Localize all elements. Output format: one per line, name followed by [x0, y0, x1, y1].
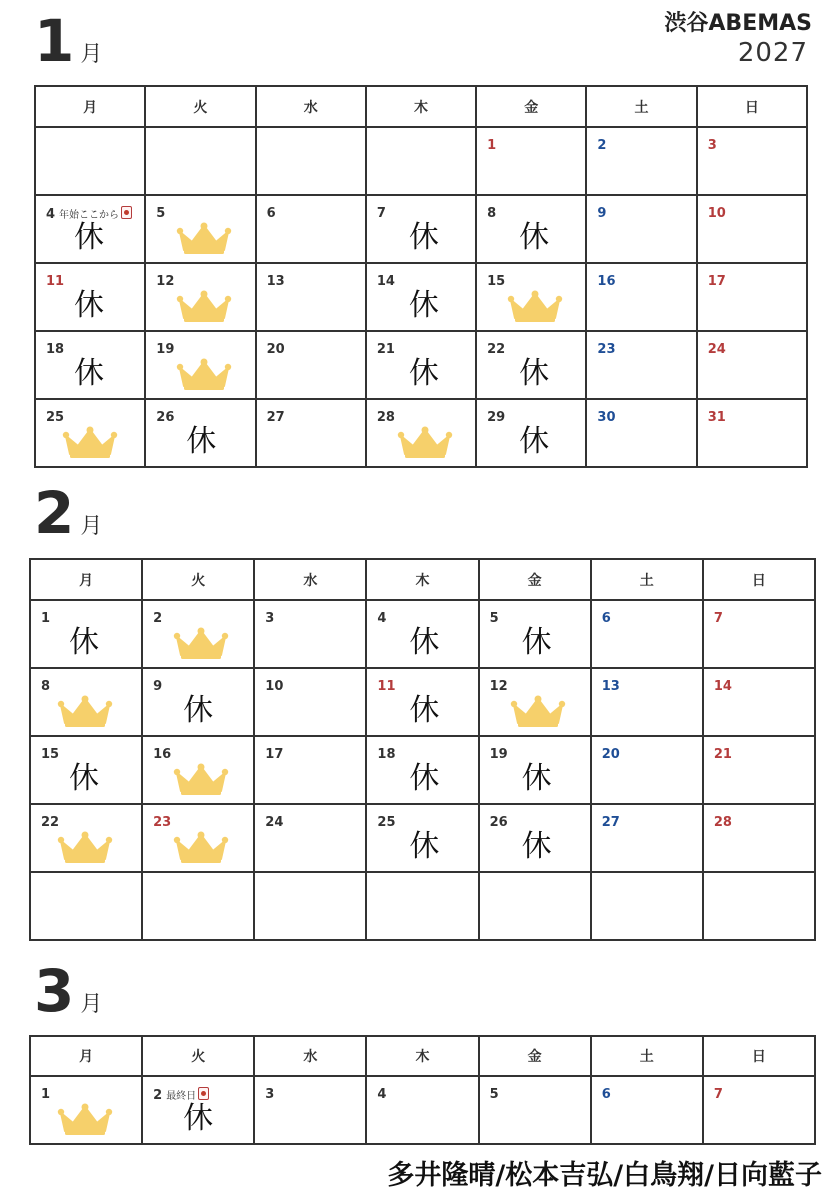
day-cell [145, 195, 255, 263]
calendar-january [34, 85, 808, 468]
crown-icon [57, 831, 113, 869]
weekday-header: 木 [366, 559, 478, 600]
day-number-text: 19 [489, 747, 508, 762]
day-cell [479, 668, 591, 736]
month-suffix: 月 [80, 42, 103, 67]
day-number-text: 20 [601, 747, 620, 762]
day-number-text: 28 [376, 410, 395, 425]
rest-day-mark: 休 [74, 220, 104, 255]
weekday-header: 水 [254, 559, 366, 600]
day-number-text: 22 [487, 342, 506, 357]
day-cell [703, 804, 815, 872]
weekday-header: 火 [142, 559, 254, 600]
day-number-text: 7 [376, 206, 386, 221]
rest-day-mark: 休 [519, 356, 550, 391]
day-number [708, 138, 717, 153]
day-number [377, 410, 395, 425]
day-cell [697, 263, 807, 331]
day-cell [591, 804, 703, 872]
day-cell [703, 736, 815, 804]
day-number-text: 11 [46, 274, 65, 289]
day-cell [142, 668, 254, 736]
day-cell [479, 1076, 591, 1144]
weekday-header: 木 [366, 1036, 478, 1076]
week-row [35, 195, 807, 263]
day-cell [703, 668, 815, 736]
day-cell [35, 195, 145, 263]
day-number [714, 1087, 723, 1102]
month-title-jan [34, 7, 103, 75]
day-number [487, 206, 496, 221]
day-cell [145, 331, 255, 399]
day-number-text: 28 [713, 815, 732, 830]
day-number [490, 1087, 499, 1102]
empty-cell [256, 127, 366, 195]
month-suffix: 月 [80, 514, 103, 539]
weekday-header: 水 [254, 1036, 366, 1076]
day-cell [366, 331, 476, 399]
day-cell [256, 399, 366, 467]
day-number-text: 2 [153, 611, 163, 626]
day-number-text: 23 [153, 815, 172, 830]
day-cell [703, 1076, 815, 1144]
day-number-text: 7 [713, 1087, 723, 1102]
day-number [265, 1087, 274, 1102]
rest-day-mark: 休 [409, 693, 440, 728]
rest-day-mark: 休 [409, 829, 440, 864]
rest-day-mark: 休 [408, 288, 439, 323]
month-number: 1 [34, 7, 75, 75]
day-number [265, 611, 274, 626]
day-cell [476, 399, 586, 467]
rest-day-mark: 休 [519, 424, 550, 459]
day-number [267, 410, 285, 425]
day-number-text: 6 [601, 1087, 611, 1102]
calendar-february [29, 558, 816, 941]
day-number [41, 679, 50, 694]
weekday-header: 金 [476, 86, 586, 127]
day-number [602, 815, 620, 830]
day-cell [366, 1076, 478, 1144]
player-names: 多井隆晴/松本吉弘/白鳥翔/日向藍子 [387, 1160, 822, 1191]
crown-icon [62, 426, 118, 464]
weekday-header: 土 [586, 86, 696, 127]
empty-cell [254, 872, 366, 940]
day-cell [591, 668, 703, 736]
calendar-year: 2027 [737, 38, 808, 68]
day-cell [254, 600, 366, 668]
weekday-header: 日 [697, 86, 807, 127]
day-number-text: 14 [713, 679, 732, 694]
month-number: 2 [34, 479, 75, 547]
day-cell [30, 668, 142, 736]
day-number-text: 7 [713, 611, 723, 626]
day-number-text: 22 [41, 815, 60, 830]
day-number [267, 274, 285, 289]
weekday-header: 水 [256, 86, 366, 127]
day-number [597, 206, 606, 221]
day-number [46, 342, 64, 357]
day-number-text: 13 [266, 274, 285, 289]
empty-cell [591, 872, 703, 940]
day-number [714, 815, 732, 830]
day-cell [35, 331, 145, 399]
day-number-text: 16 [153, 747, 172, 762]
crown-icon [57, 1103, 113, 1141]
day-number-text: 16 [597, 274, 616, 289]
day-cell [254, 736, 366, 804]
weekday-header: 日 [703, 1036, 815, 1076]
day-cell [479, 804, 591, 872]
day-number-text: 3 [265, 611, 275, 626]
day-number [41, 747, 59, 762]
day-number-text: 19 [156, 342, 175, 357]
crown-icon [176, 358, 232, 396]
day-number [597, 138, 606, 153]
day-number-text: 12 [156, 274, 175, 289]
day-number-text: 25 [377, 815, 396, 830]
day-number [487, 342, 505, 357]
day-number [265, 815, 283, 830]
crown-icon [57, 695, 113, 733]
day-number [41, 611, 50, 626]
day-number-text: 30 [597, 410, 616, 425]
day-number [377, 342, 395, 357]
day-cell [697, 331, 807, 399]
day-number [487, 410, 505, 425]
empty-cell [479, 872, 591, 940]
day-number [602, 679, 620, 694]
day-number [267, 342, 285, 357]
empty-cell [145, 127, 255, 195]
rest-day-mark: 休 [521, 829, 552, 864]
day-cell [586, 399, 696, 467]
day-number [708, 206, 726, 221]
day-number [377, 1087, 386, 1102]
team-name: 渋谷ABEMAS [664, 11, 812, 36]
week-row [35, 263, 807, 331]
day-cell [142, 804, 254, 872]
day-number-text: 6 [266, 206, 276, 221]
day-number [490, 679, 508, 694]
day-number-text: 2 [153, 1088, 163, 1103]
day-number-text: 13 [601, 679, 620, 694]
day-cell [30, 736, 142, 804]
day-number [377, 679, 395, 694]
weekday-header: 月 [35, 86, 145, 127]
day-number-text: 8 [487, 206, 497, 221]
day-number [41, 1087, 50, 1102]
day-cell [586, 331, 696, 399]
day-number [597, 274, 615, 289]
day-number [490, 815, 508, 830]
empty-cell [30, 872, 142, 940]
rest-day-mark: 休 [408, 356, 439, 391]
weekday-header: 土 [591, 559, 703, 600]
day-cell [366, 804, 478, 872]
day-cell [586, 127, 696, 195]
day-number [490, 747, 508, 762]
day-number [153, 747, 171, 762]
day-number-text: 15 [487, 274, 506, 289]
day-number-text: 27 [601, 815, 620, 830]
day-number-text: 21 [713, 747, 732, 762]
day-cell [366, 736, 478, 804]
day-number [602, 747, 620, 762]
day-number-text: 4 [377, 1087, 387, 1102]
crown-icon [173, 831, 229, 869]
day-number [41, 815, 59, 830]
day-number-text: 23 [597, 342, 616, 357]
day-number-text: 1 [41, 1087, 51, 1102]
day-number [602, 1087, 611, 1102]
rest-day-mark: 休 [74, 288, 104, 323]
day-number [156, 410, 174, 425]
day-cell [256, 331, 366, 399]
day-number-text: 14 [376, 274, 395, 289]
day-number-text: 5 [156, 206, 166, 221]
weekday-header: 月 [30, 1036, 142, 1076]
day-number [153, 679, 162, 694]
day-cell [697, 127, 807, 195]
rest-day-mark: 休 [74, 356, 104, 391]
day-number [153, 611, 162, 626]
day-number-text: 3 [265, 1087, 275, 1102]
day-cell [254, 804, 366, 872]
day-number-text: 24 [707, 342, 726, 357]
day-number-text: 15 [41, 747, 60, 762]
rest-day-mark: 休 [519, 220, 550, 255]
day-cell [256, 195, 366, 263]
weekday-header: 日 [703, 559, 815, 600]
weekday-header: 金 [479, 559, 591, 600]
empty-cell [366, 872, 478, 940]
mahjong-tile-icon [121, 206, 132, 219]
month-number: 3 [34, 957, 75, 1025]
day-cell [35, 399, 145, 467]
day-number-text: 26 [156, 410, 175, 425]
week-row [30, 600, 815, 668]
day-number-text: 10 [265, 679, 284, 694]
empty-cell [366, 127, 476, 195]
day-cell [476, 195, 586, 263]
week-row [35, 331, 807, 399]
day-number-text: 9 [597, 206, 607, 221]
day-cell [142, 600, 254, 668]
day-number [377, 611, 386, 626]
day-cell [366, 263, 476, 331]
day-number-text: 25 [46, 410, 65, 425]
day-number [714, 679, 732, 694]
day-cell [479, 600, 591, 668]
week-row [35, 399, 807, 467]
weekday-header: 火 [142, 1036, 254, 1076]
day-number [714, 747, 732, 762]
month-title-feb [34, 479, 103, 547]
day-cell [142, 736, 254, 804]
week-row [30, 1076, 815, 1144]
day-number-text: 29 [487, 410, 506, 425]
crown-icon [397, 426, 453, 464]
day-number-text: 2 [597, 138, 607, 153]
rest-day-mark: 休 [521, 761, 552, 796]
day-number [46, 410, 64, 425]
day-number-text: 5 [489, 611, 499, 626]
day-cell [476, 263, 586, 331]
day-cell [254, 1076, 366, 1144]
rest-day-mark: 休 [183, 693, 214, 728]
day-cell [586, 263, 696, 331]
month-title-mar [34, 957, 103, 1025]
day-number [156, 342, 174, 357]
mahjong-tile-icon [198, 1087, 209, 1100]
day-number-text: 4 [377, 611, 387, 626]
day-note: 最終日 [166, 1091, 197, 1102]
day-number-text: 21 [376, 342, 395, 357]
empty-cell [35, 127, 145, 195]
day-number [708, 342, 726, 357]
day-number-text: 17 [707, 274, 726, 289]
day-number [265, 679, 283, 694]
day-cell [479, 736, 591, 804]
rest-day-mark: 休 [409, 625, 440, 660]
day-cell [30, 600, 142, 668]
day-number-text: 18 [377, 747, 396, 762]
day-number [490, 611, 499, 626]
day-number-text: 8 [41, 679, 51, 694]
day-number [597, 342, 615, 357]
day-number [153, 815, 171, 830]
day-number [708, 410, 726, 425]
day-number-text: 4 [46, 207, 56, 222]
day-cell [35, 263, 145, 331]
weekday-header: 月 [30, 559, 142, 600]
day-number [265, 747, 283, 762]
crown-icon [176, 290, 232, 328]
day-number-text: 6 [601, 611, 611, 626]
day-cell [697, 195, 807, 263]
day-cell [30, 804, 142, 872]
crown-icon [176, 222, 232, 260]
day-cell [30, 1076, 142, 1144]
day-cell [366, 668, 478, 736]
rest-day-mark: 休 [521, 625, 552, 660]
day-number-text: 11 [377, 679, 396, 694]
empty-cell [703, 872, 815, 940]
week-row [30, 736, 815, 804]
day-number [487, 274, 505, 289]
day-number-text: 5 [489, 1087, 499, 1102]
day-cell [145, 399, 255, 467]
crown-icon [173, 763, 229, 801]
weekday-header: 土 [591, 1036, 703, 1076]
day-number-text: 1 [487, 138, 497, 153]
day-number-text: 12 [489, 679, 508, 694]
rest-day-mark: 休 [409, 761, 440, 796]
rest-day-mark: 休 [183, 1101, 214, 1136]
day-cell [366, 600, 478, 668]
day-number-text: 31 [707, 410, 726, 425]
day-number-text: 17 [265, 747, 284, 762]
day-number-text: 24 [265, 815, 284, 830]
day-cell [142, 1076, 254, 1144]
day-cell [591, 1076, 703, 1144]
day-cell [591, 736, 703, 804]
day-number [714, 611, 723, 626]
rest-day-mark: 休 [408, 220, 439, 255]
day-cell [703, 600, 815, 668]
day-number-text: 10 [707, 206, 726, 221]
weekday-header: 木 [366, 86, 476, 127]
day-cell [256, 263, 366, 331]
rest-day-mark: 休 [186, 424, 217, 459]
day-cell [697, 399, 807, 467]
day-number [46, 274, 64, 289]
crown-icon [510, 695, 566, 733]
day-cell [366, 399, 476, 467]
day-cell [145, 263, 255, 331]
day-cell [254, 668, 366, 736]
weekday-header: 火 [145, 86, 255, 127]
day-cell [476, 331, 586, 399]
day-number [487, 138, 496, 153]
day-number [377, 747, 395, 762]
day-number [597, 410, 615, 425]
calendar-march [29, 1035, 816, 1145]
day-number [267, 206, 276, 221]
day-number [156, 274, 174, 289]
day-number-text: 20 [266, 342, 285, 357]
day-number-text: 26 [489, 815, 508, 830]
crown-icon [173, 627, 229, 665]
day-cell [591, 600, 703, 668]
day-note: 年始ここから [59, 210, 120, 221]
day-number [156, 206, 165, 221]
day-number [602, 611, 611, 626]
rest-day-mark: 休 [69, 761, 99, 796]
day-number [377, 206, 386, 221]
week-row [35, 127, 807, 195]
month-suffix: 月 [80, 992, 103, 1017]
day-number [708, 274, 726, 289]
empty-cell [142, 872, 254, 940]
crown-icon [507, 290, 563, 328]
weekday-header: 金 [479, 1036, 591, 1076]
week-row [30, 804, 815, 872]
day-number-text: 9 [153, 679, 163, 694]
day-cell [476, 127, 586, 195]
day-number-text: 18 [46, 342, 65, 357]
day-cell [366, 195, 476, 263]
day-number [377, 274, 395, 289]
day-cell [586, 195, 696, 263]
week-row [30, 872, 815, 940]
day-number-text: 1 [41, 611, 51, 626]
day-number-text: 3 [707, 138, 717, 153]
week-row [30, 668, 815, 736]
day-number-text: 27 [266, 410, 285, 425]
day-number [377, 815, 395, 830]
rest-day-mark: 休 [69, 625, 99, 660]
